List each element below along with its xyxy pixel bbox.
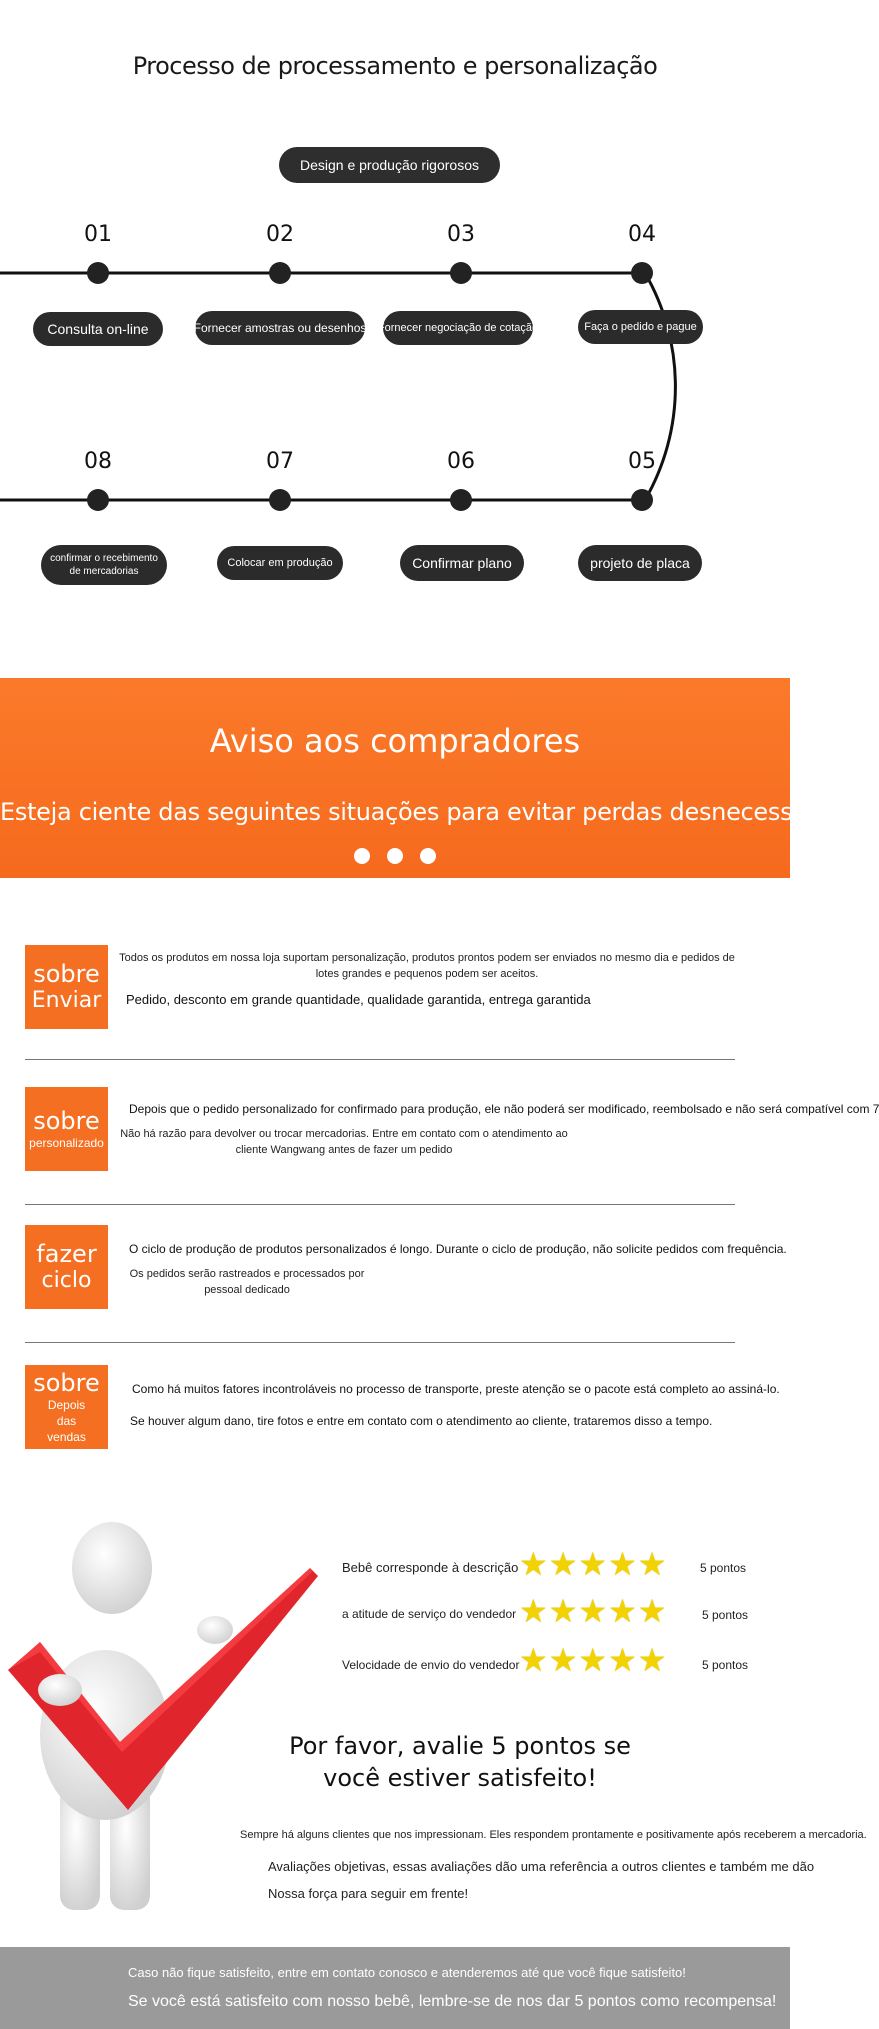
carousel-dot[interactable] — [420, 848, 436, 864]
divider — [25, 1059, 735, 1060]
rating-label: a atitude de serviço do vendedor — [342, 1607, 517, 1621]
notice-tag-aftersales — [25, 1365, 108, 1449]
step-number: 04 — [628, 222, 656, 247]
notice-subtitle: Esteja ciente das seguintes situações para evitar perdas desnecessárias: — [0, 798, 858, 826]
step-dot — [631, 489, 653, 511]
step-label: Consulta on-line — [33, 312, 163, 346]
rating-points: 5 pontos — [700, 1561, 747, 1575]
step-label: Fornecer amostras ou desenhos — [195, 311, 365, 345]
rating-points: 5 pontos — [702, 1608, 749, 1622]
carousel-dot[interactable] — [354, 848, 370, 864]
tag-bottom: Enviar — [31, 988, 102, 1013]
step-label: Fornecer negociação de cotação — [383, 311, 533, 345]
rating-text: Nossa força para seguir em frente! — [268, 1886, 469, 1901]
notice-tag-shipping — [25, 945, 108, 1029]
notice-title: Aviso aos compradores — [209, 722, 581, 760]
notice-text: Como há muitos fatores incontroláveis no processo de transporte, preste atenção se o pacote está completo ao assiná-lo. — [132, 1382, 780, 1396]
divider — [25, 1204, 735, 1205]
tag-top: sobre — [33, 960, 100, 988]
top-pill: Design e produção rigorosos — [279, 147, 500, 183]
rating-points: 5 pontos — [702, 1658, 749, 1672]
star-rating[interactable]: ★★★★★ — [519, 1546, 668, 1582]
notice-text: Todos os produtos em nossa loja suportam personalização, produtos prontos podem ser enviados no mesmo dia e pedidos de lotes grandes e pequenos podem ser aceitos. — [119, 952, 735, 980]
step-number: 05 — [628, 449, 656, 474]
footer-text: Se você está satisfeito com nosso bebê, lembre-se de nos dar 5 pontos como recompensa! — [128, 1993, 777, 2010]
step-number: 01 — [84, 222, 112, 247]
step-label: Confirmar plano — [400, 545, 524, 581]
notice-text: Não há razão para devolver ou trocar mercadorias. Entre em contato com o atendimento ao cliente Wangwang antes de fazer um pedido — [120, 1128, 568, 1156]
rating-label: Bebê corresponde à descrição — [342, 1560, 519, 1575]
step-number: 06 — [447, 449, 475, 474]
step-dot — [87, 262, 109, 284]
notice-text: Pedido, desconto em grande quantidade, qualidade garantida, entrega garantida — [126, 992, 591, 1007]
process-section — [0, 0, 790, 678]
notice-text: Os pedidos serão rastreados e processados por pessoal dedicado — [129, 1268, 365, 1296]
tag-bottom: Depois das vendas — [47, 1398, 86, 1444]
footer-text: Caso não fique satisfeito, entre em contato conosco e atenderemos até que você fique satisfeito! — [128, 1965, 686, 1980]
rating-text: Avaliações objetivas, essas avaliações dão uma referência a outros clientes e também me dão — [268, 1859, 815, 1874]
notice-tag-custom — [25, 1087, 108, 1171]
tag-bottom: personalizado — [29, 1136, 104, 1150]
tag-bottom: ciclo — [41, 1268, 92, 1293]
rating-text: Sempre há alguns clientes que nos impressionam. Eles respondem prontamente e positivamente após receberem a mercadoria. — [240, 1829, 867, 1841]
step-number: 03 — [447, 222, 475, 247]
notice-text: Se houver algum dano, tire fotos e entre em contato com o atendimento ao cliente, trataremos disso a tempo. — [130, 1414, 713, 1428]
process-title: Processo de processamento e personalização — [132, 52, 658, 80]
tag-top: fazer — [36, 1240, 97, 1268]
divider — [25, 1342, 735, 1343]
step-dot — [450, 489, 472, 511]
step-dot — [269, 262, 291, 284]
step-dot — [87, 489, 109, 511]
tag-top: sobre — [33, 1107, 100, 1135]
tag-top: sobre — [33, 1369, 100, 1397]
rating-headline: Por favor, avalie 5 pontos se você estiver satisfeito! — [289, 1732, 631, 1792]
step-label: Colocar em produção — [217, 546, 343, 580]
step-number: 07 — [266, 449, 294, 474]
rating-label: Velocidade de envio do vendedor — [342, 1658, 520, 1672]
notice-tag-cycle — [25, 1225, 108, 1309]
step-dot — [631, 262, 653, 284]
step-label: projeto de placa — [578, 545, 702, 581]
step-label: confirmar o recebimento de mercadorias — [41, 545, 167, 585]
star-rating[interactable]: ★★★★★ — [519, 1593, 668, 1629]
step-number: 08 — [84, 449, 112, 474]
step-dot — [269, 489, 291, 511]
footer-bar — [0, 1947, 790, 2029]
star-rating[interactable]: ★★★★★ — [519, 1642, 668, 1678]
step-dot — [450, 262, 472, 284]
step-label: Faça o pedido e pague — [578, 310, 703, 344]
carousel-dot[interactable] — [387, 848, 403, 864]
notice-text: O ciclo de produção de produtos personalizados é longo. Durante o ciclo de produção, não solicite pedidos com frequência. — [129, 1242, 787, 1256]
step-number: 02 — [266, 222, 294, 247]
notice-text: Depois que o pedido personalizado for confirmado para produção, ele não poderá ser modificado, reembolsado e não será compatível com 7 — [129, 1102, 879, 1116]
